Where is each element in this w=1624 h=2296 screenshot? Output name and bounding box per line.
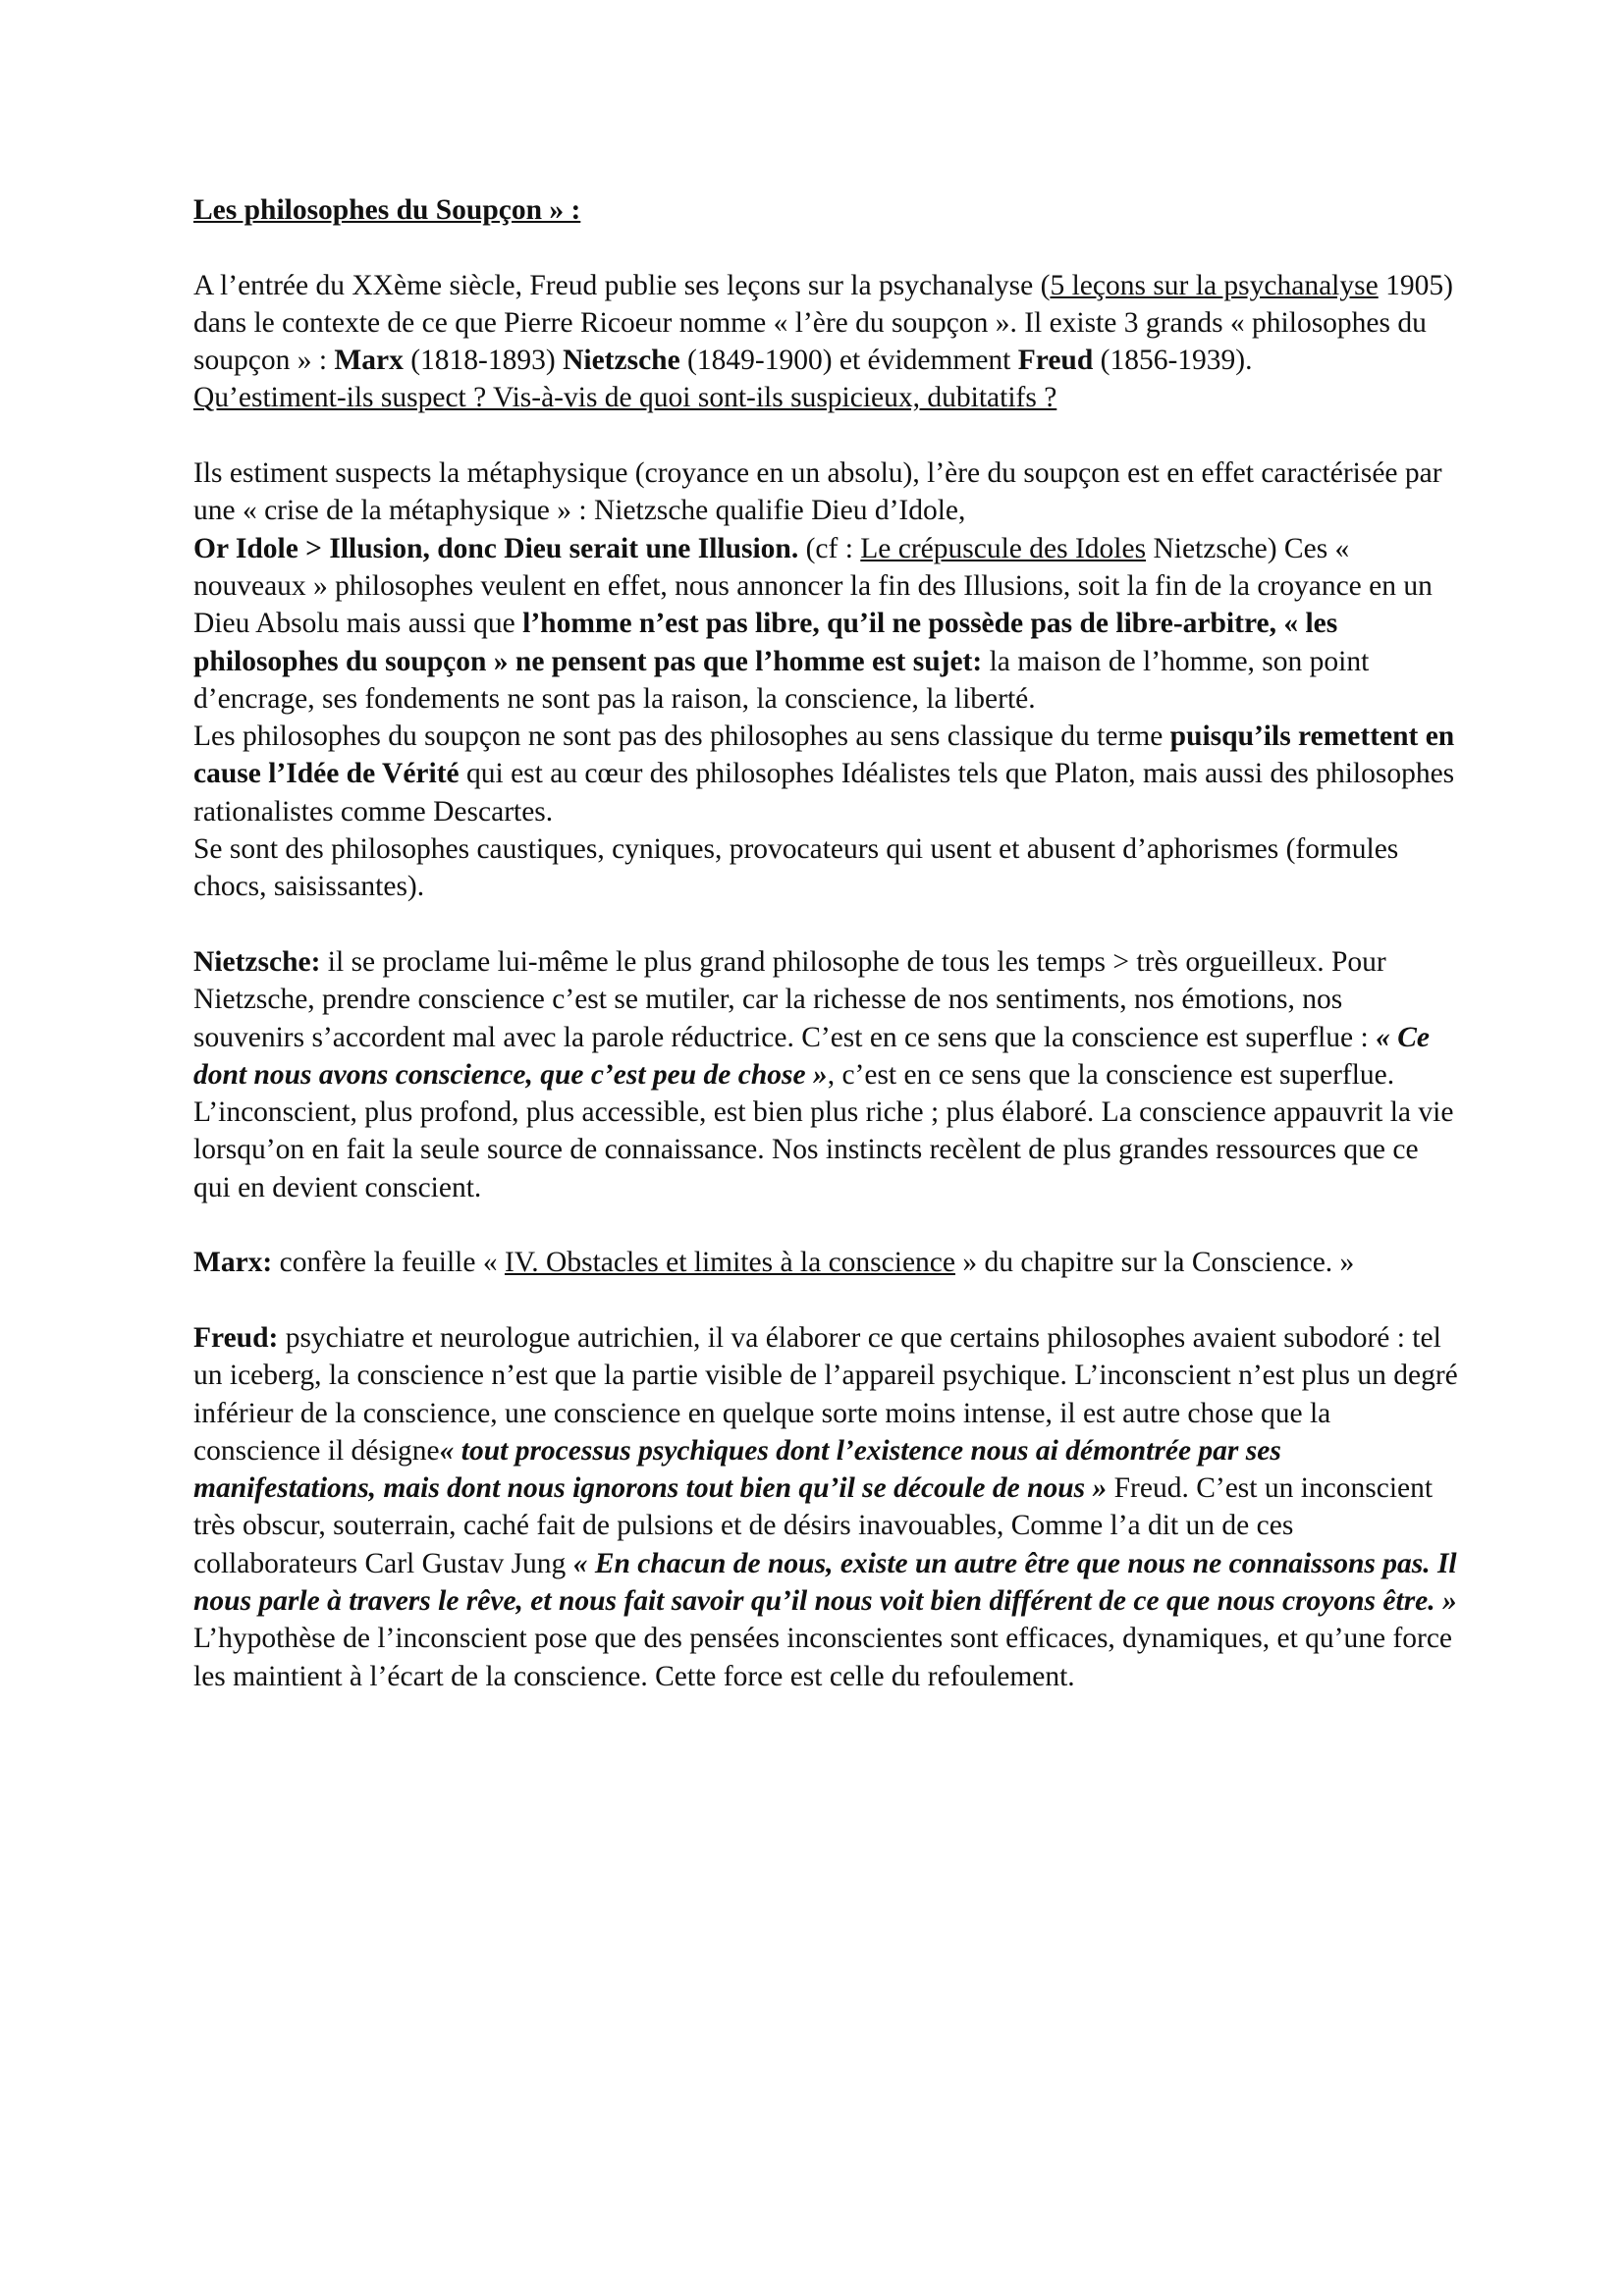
marx-text-1: confère la feuille «: [272, 1247, 505, 1279]
paragraph-gap: [193, 229, 1460, 266]
paragraph-gap: [193, 1282, 1460, 1319]
nietzsche-text-2: , c’est en ce sens que la conscience est superflue. L’inconscient, plus profond, plus accessible, est bien plus riche ; plus élaboré. La conscience appauvrit la vie lorsqu’on en fait la seule source de connaissance. Nos instincts recèlent de plus grandes ressources que ce qui en devient conscient.: [193, 1058, 1454, 1203]
freud-label: Freud:: [193, 1321, 279, 1354]
metaphysics-bold-1: Or Idole > Illusion, donc Dieu serait une Illusion.: [193, 532, 799, 564]
document-title: Les philosophes du Soupçon » :: [193, 194, 581, 226]
document-page: [193, 191, 1460, 1695]
intro-text-5: (1856-1939).: [1093, 345, 1253, 377]
metaphysics-text-5: Les philosophes du soupçon ne sont pas des philosophes au sens classique du terme: [193, 721, 1170, 753]
marx-label: Marx:: [193, 1247, 273, 1279]
nietzsche-label: Nietzsche:: [193, 945, 321, 978]
jung-quote: « En chacun de nous, existe un autre être que nous ne connaissons pas. Il nous parle à travers le rêve, et nous fait savoir qu’il nous voit bien différent de ce que nous croyons être. »: [193, 1547, 1457, 1617]
name-marx: Marx: [334, 345, 404, 377]
nietzsche-paragraph: [193, 943, 1460, 1206]
freud-text-3: L’hypothèse de l’inconscient pose que des pensées inconscientes sont efficaces, dynamiques, et qu’une force les maintient à l’écart de la conscience. Cette force est celle du refoulement.: [193, 1623, 1453, 1692]
metaphysics-text-2: (cf :: [798, 532, 861, 564]
book-title-crepuscule: Le crépuscule des Idoles: [860, 532, 1147, 564]
intro-paragraph: [193, 267, 1460, 380]
verite-paragraph: [193, 718, 1460, 830]
nietzsche-text-1: il se proclame lui-même le plus grand philosophe de tous les temps > très orgueilleux. Pour Nietzsche, prendre conscience c’est se mutiler, car la richesse de nos sentiments, nos émotions, nos souvenirs s’accordent mal avec la parole réductrice. C’est en ce sens que la conscience est superflue :: [193, 945, 1386, 1053]
marx-paragraph: [193, 1244, 1460, 1281]
obstacles-sheet-reference: IV. Obstacles et limites à la conscience: [504, 1247, 955, 1279]
nietzsche-quote: « Ce dont nous avons conscience, que c’est peu de chose »: [193, 1021, 1430, 1091]
freud-quote: « tout processus psychiques dont l’existence nous ai démontrée par ses manifestations, mais dont nous ignorons tout bien qu’il se découle de nous »: [193, 1434, 1281, 1505]
metaphysics-paragraph: [193, 454, 1460, 718]
intro-question: Qu’estiment-ils suspect ? Vis-à-vis de quoi sont-ils suspicieux, dubitatifs ?: [193, 382, 1057, 414]
metaphysics-bold-2: l’homme n’est pas libre, qu’il ne possède pas de libre-arbitre, « les philosophes du soupçon » ne pensent pas que l’homme est sujet:: [193, 608, 1338, 677]
metaphysics-bold-3: puisqu’ils remettent en cause l’Idée de Vérité: [193, 721, 1455, 790]
paragraph-gap: [193, 906, 1460, 943]
marx-text-2: » du chapitre sur la Conscience. »: [954, 1247, 1355, 1279]
name-nietzsche: Nietzsche: [563, 345, 680, 377]
intro-text-3: (1818-1893): [403, 345, 564, 377]
freud-text-2: Freud. C’est un inconscient très obscur, souterrain, caché fait de pulsions et de désirs inavouables, Comme l’a dit un de ces collaborateurs Carl Gustav Jung: [193, 1472, 1434, 1579]
freud-paragraph: [193, 1319, 1460, 1695]
aphorismes-paragraph: Se sont des philosophes caustiques, cyniques, provocateurs qui usent et abusent d’aphorismes (formules chocs, saisissantes).: [193, 833, 1399, 903]
name-freud: Freud: [1017, 345, 1094, 377]
book-title-5-lecons: 5 leçons sur la psychanalyse: [1050, 269, 1379, 301]
intro-text-4: (1849-1900) et évidemment: [679, 345, 1018, 377]
paragraph-gap: [193, 1206, 1460, 1244]
freud-text-1: psychiatre et neurologue autrichien, il va élaborer ce que certains philosophes avaient subodoré : tel un iceberg, la conscience n’est que la partie visible de l’appareil psychique. L’inconscient n’est plus un degré inférieur de la conscience, une conscience en quelque sorte moins intense, il est autre chose que la conscience il désigne: [193, 1321, 1458, 1467]
intro-text-1: A l’entrée du XXème siècle, Freud publie ses leçons sur la psychanalyse (: [193, 269, 1051, 301]
metaphysics-text-1: Ils estiment suspects la métaphysique (croyance en un absolu), l’ère du soupçon est en effet caractérisée par une « crise de la métaphysique » : Nietzsche qualifie Dieu d’Idole,: [193, 457, 1442, 527]
metaphysics-text-6: qui est au cœur des philosophes Idéalistes tels que Platon, mais aussi des philosophes rationalistes comme Descartes.: [193, 758, 1455, 828]
metaphysics-text-4: la maison de l’homme, son point d’encrage, ses fondements ne sont pas la raison, la conscience, la liberté.: [193, 645, 1370, 715]
paragraph-gap: [193, 417, 1460, 454]
metaphysics-text-3: Nietzsche) Ces « nouveaux » philosophes veulent en effet, nous annoncer la fin des Illusions, soit la fin de la croyance en un Dieu Absolu mais aussi que: [193, 532, 1433, 640]
intro-text-2: 1905) dans le contexte de ce que Pierre Ricoeur nomme « l’ère du soupçon ». Il existe 3 grands « philosophes du soupçon » :: [193, 269, 1453, 377]
